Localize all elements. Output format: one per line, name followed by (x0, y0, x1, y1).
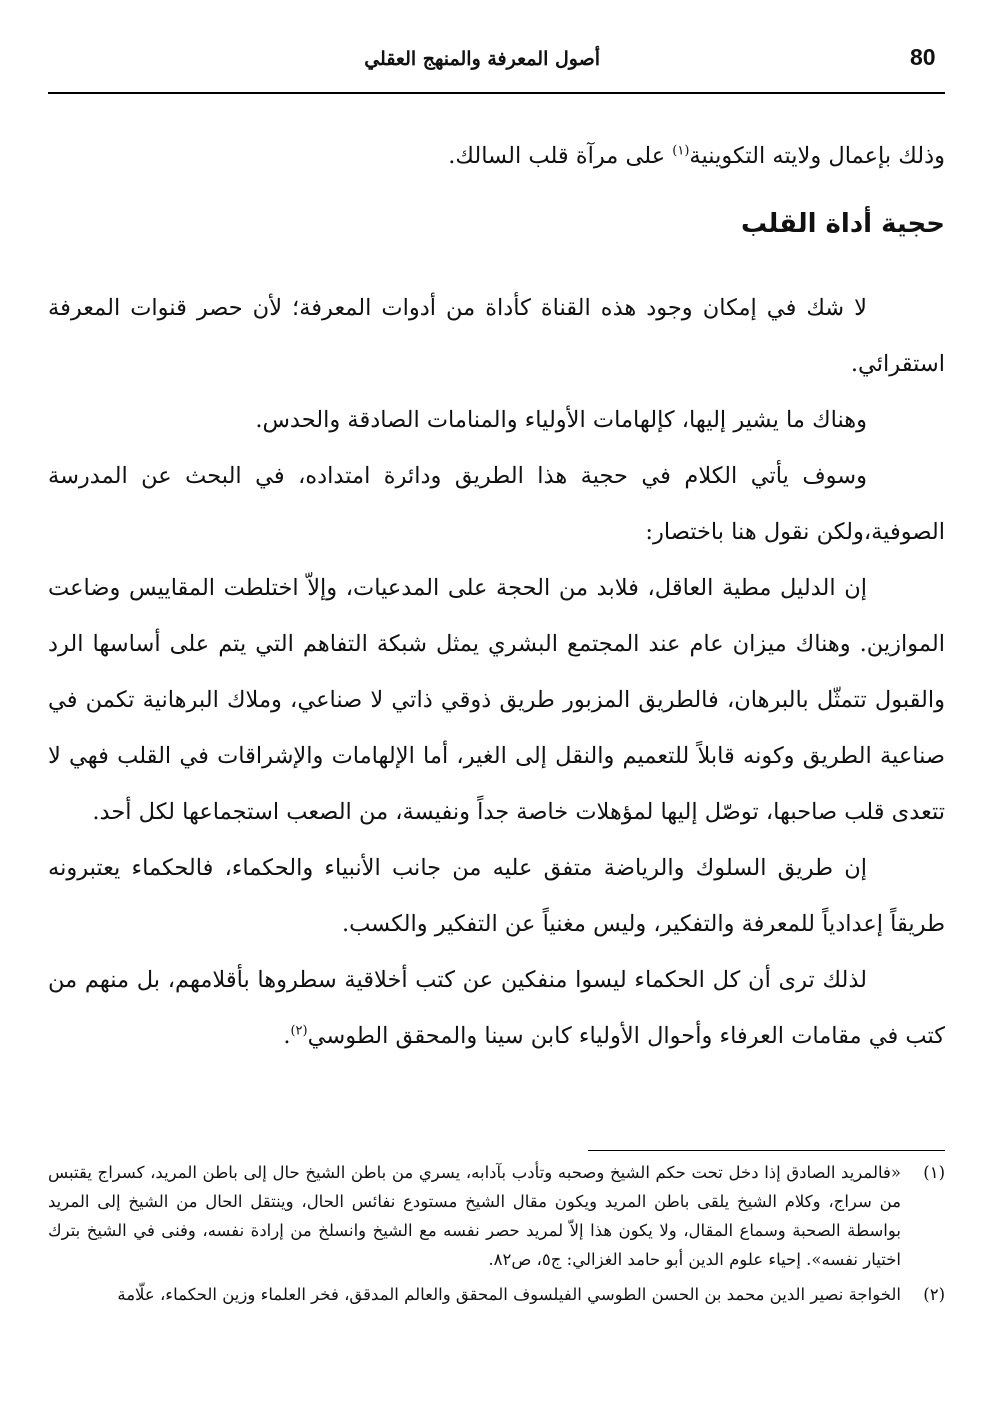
header-rule (48, 92, 945, 94)
footnote-separator (588, 1150, 945, 1151)
page-header (48, 38, 945, 92)
page-number: 80 (910, 44, 936, 70)
footnote-2 (48, 1280, 945, 1309)
footnote-marker: (١) (923, 1163, 945, 1182)
paragraph-text: لذلك ترى أن كل الحكماء ليسوا منفكين عن كتب أخلاقية سطروها بأقلامهم، بل منهم من كتب في مقامات العرفاء وأحوال الأولياء كابن سينا والمحقق الطوسي (48, 967, 945, 1049)
paragraph-text-tail: على مرآة قلب السالك. (448, 143, 673, 169)
paragraph-text-tail: . (283, 1023, 291, 1049)
main-text (48, 128, 945, 1064)
footnotes (48, 1158, 945, 1315)
footnote-text: الخواجة نصير الدين محمد بن الحسن الطوسي الفيلسوف المحقق والعالم المدقق، فخر العلماء وزين الحكماء، علّامة (117, 1285, 901, 1304)
footnote-ref-1[interactable]: (١) (672, 143, 690, 159)
running-title: أصول المعرفة والمنهج العقلي (364, 48, 600, 70)
footnote-text: «فالمريد الصادق إذا دخل تحت حكم الشيخ وصحبه وتأدب بآدابه، يسري من باطن الشيخ حال إلى باطن المريد، كسراج يقتبس من سراج، وكلام الشيخ يلقى باطن المريد ويكون مقال الشيخ مستودع نفائس الحال، وينتقل الحال من الشيخ إلى المريد بواسطة الصحبة وسماع المقال، ولا يكون هذا إلاّ لمريد حصر نفسه مع الشيخ وانسلخ من إرادة نفسه، وفنى في الشيخ بترك اختيار نفسه». إحياء علوم الدين أبو حامد الغزالي: ج٥، ص٨٢. (48, 1163, 901, 1269)
footnote-ref-2[interactable]: (٢) (290, 1023, 308, 1039)
section-heading: حجية أداة القلب (740, 209, 945, 239)
paragraph-3: وسوف يأتي الكلام في حجية هذا الطريق ودائرة امتداده، في البحث عن المدرسة الصوفية،ولكن نقول هنا باختصار: (48, 463, 945, 545)
paragraph-2: وهناك ما يشير إليها، كإلهامات الأولياء والمنامات الصادقة والحدس. (255, 407, 867, 433)
paragraph-6 (48, 952, 945, 1064)
paragraph-text: وذلك بإعمال ولايته التكوينية (689, 143, 945, 169)
footnote-marker: (٢) (923, 1285, 945, 1304)
paragraph-4: إن الدليل مطية العاقل، فلابد من الحجة على المدعيات، وإلاّ اختلطت المقاييس وضاعت الموازين. وهناك ميزان عام عند المجتمع البشري يمثل شبكة التفاهم التي يتم على أساسها الرد والقبول تتمثّل بالبرهان، فالطريق المزبور طريق ذوقي ذاتي لا صناعي، وملاك البرهانية تكمن في صناعية الطريق وكونه قابلاً للتعميم والنقل إلى الغير، أما الإلهامات والإشراقات في القلب فهي لا تتعدى قلب صاحبها، توصّل إليها لمؤهلات خاصة جداً ونفيسة، من الصعب استجماعها لكل أحد. (48, 575, 945, 825)
paragraph-continuation (48, 128, 945, 184)
paragraph-1: لا شك في إمكان وجود هذه القناة كأداة من أدوات المعرفة؛ لأن حصر قنوات المعرفة استقرائي. (48, 295, 945, 377)
footnote-1 (48, 1158, 945, 1274)
paragraph-5: إن طريق السلوك والرياضة متفق عليه من جانب الأنبياء والحكماء، فالحكماء يعتبرونه طريقاً إعدادياً للمعرفة والتفكير، وليس مغنياً عن التفكير والكسب. (48, 855, 945, 937)
